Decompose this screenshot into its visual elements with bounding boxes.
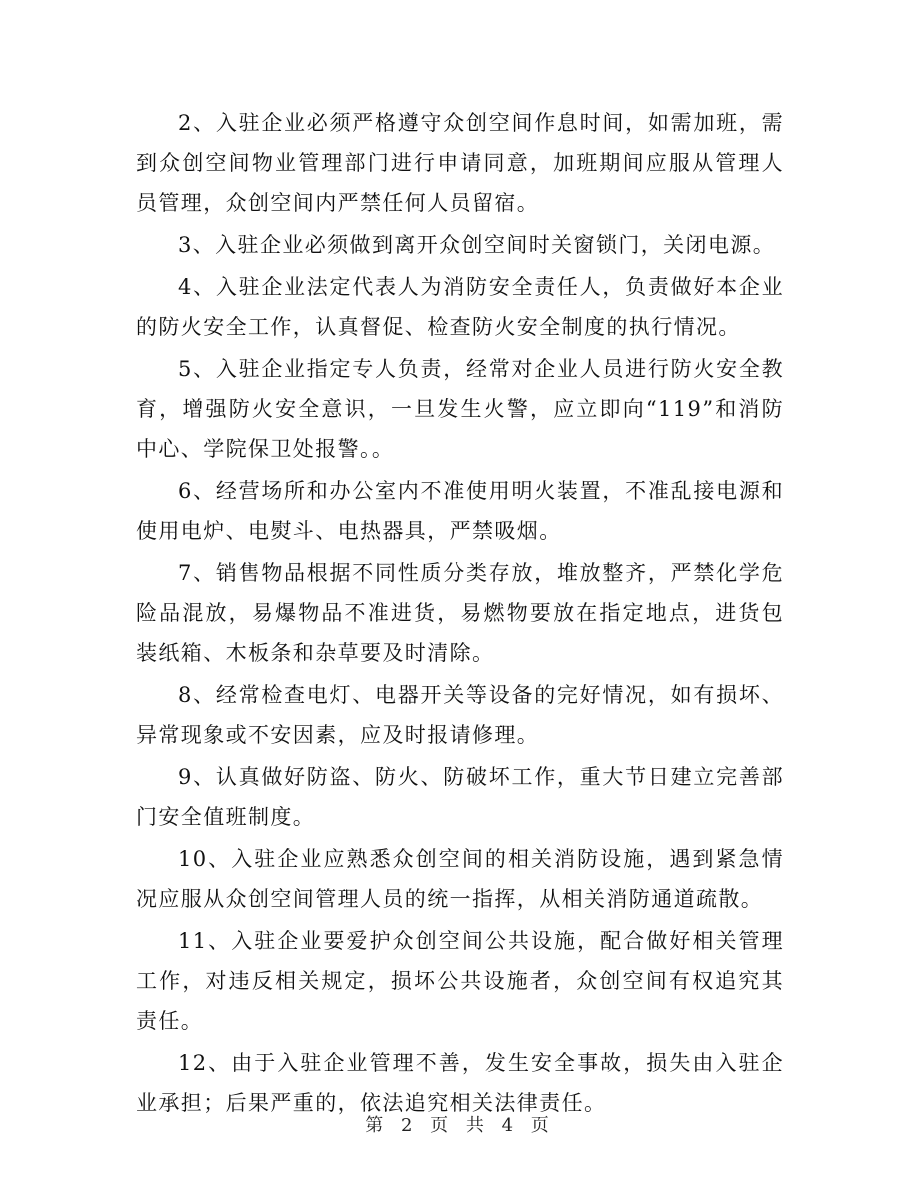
paragraph-rule-4: 4、入驻企业法定代表人为消防安全责任人，负责做好本企业的防火安全工作，认真督促、检查防火安全制度的执行情况。 bbox=[136, 275, 784, 339]
paragraph-rule-3: 3、入驻企业必须做到离开众创空间时关窗锁门，关闭电源。 bbox=[178, 233, 776, 257]
paragraph-rule-7: 7、销售物品根据不同性质分类存放，堆放整齐，严禁化学危险品混放，易爆物品不准进货，易燃物要放在指定地点，进货包装纸箱、木板条和杂草要及时清除。 bbox=[136, 561, 784, 665]
paragraph-rule-5: 5、入驻企业指定专人负责，经常对企业人员进行防火安全教育，增强防火安全意识，一旦发生火警，应立即向“119”和消防中心、学院保卫处报警。。 bbox=[136, 357, 784, 461]
paragraph-rule-9: 9、认真做好防盗、防火、防破坏工作，重大节日建立完善部门安全值班制度。 bbox=[136, 765, 784, 829]
paragraph-rule-12: 12、由于入驻企业管理不善，发生安全事故，损失由入驻企业承担；后果严重的，依法追究相关法律责任。 bbox=[136, 1051, 784, 1115]
document-body bbox=[136, 103, 784, 1123]
paragraph-rule-6: 6、经营场所和办公室内不准使用明火装置，不准乱接电源和使用电炉、电熨斗、电热器具，严禁吸烟。 bbox=[136, 479, 784, 543]
paragraph-rule-11: 11、入驻企业要爱护众创空间公共设施，配合做好相关管理工作，对违反相关规定，损坏公共设施者，众创空间有权追究其责任。 bbox=[136, 929, 784, 1033]
paragraph-rule-10: 10、入驻企业应熟悉众创空间的相关消防设施，遇到紧急情况应服从众创空间管理人员的统一指挥，从相关消防通道疏散。 bbox=[136, 847, 784, 911]
paragraph-rule-8: 8、经常检查电灯、电器开关等设备的完好情况，如有损坏、异常现象或不安因素，应及时报请修理。 bbox=[136, 683, 784, 747]
paragraph-rule-2: 2、入驻企业必须严格遵守众创空间作息时间，如需加班，需到众创空间物业管理部门进行申请同意，加班期间应服从管理人员管理，众创空间内严禁任何人员留宿。 bbox=[136, 111, 784, 215]
page-number-footer: 第 2 页 共 4 页 bbox=[365, 1115, 555, 1136]
